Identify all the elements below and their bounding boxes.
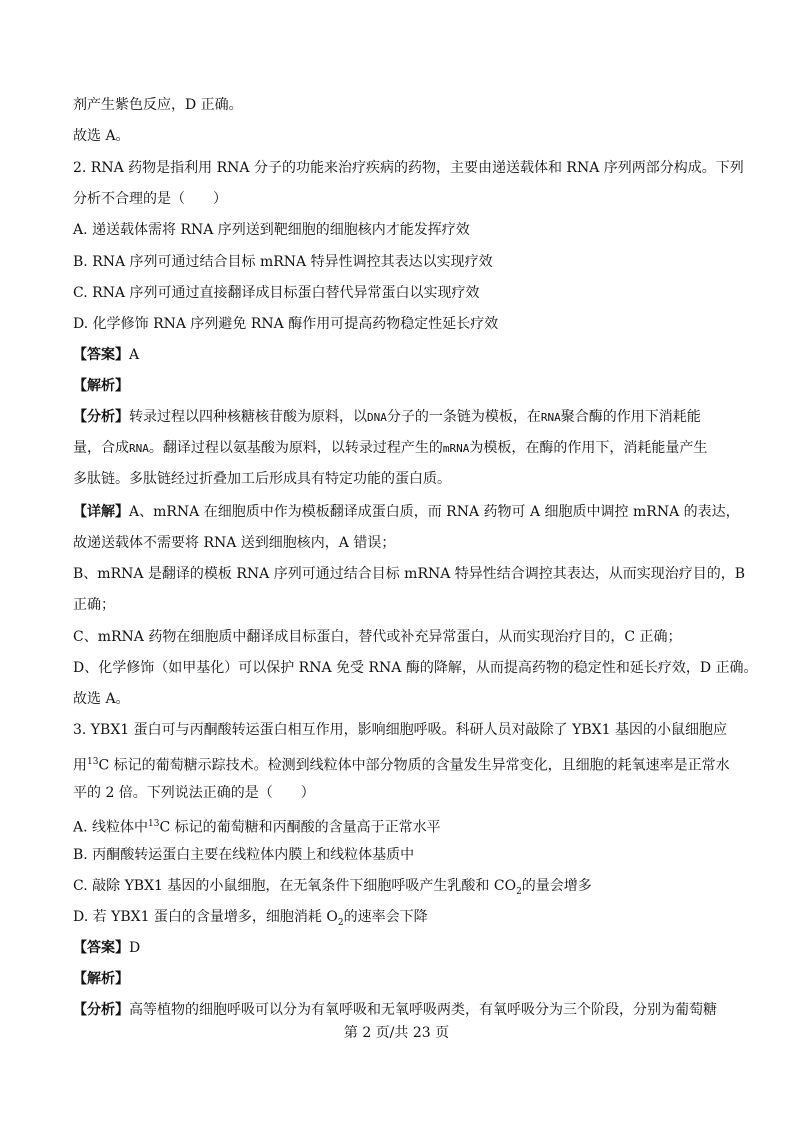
answer-value: A <box>129 347 140 363</box>
text-line: 故选 A。 <box>73 128 130 144</box>
text-span: 分子的一条链为模板，在 <box>386 409 541 425</box>
text-span: 聚合酶的作用下消耗能 <box>560 409 701 425</box>
xiangjie-line-4: 正确； <box>73 597 115 613</box>
analysis-heading <box>73 376 733 396</box>
subscript: 2 <box>516 886 522 897</box>
question-3-stem-cont <box>73 752 733 776</box>
text-span: D. 若 YBX1 蛋白的含量增多，细胞消耗 O <box>73 909 338 925</box>
xiangjie-line-3: B、mRNA 是翻译的模板 RNA 序列可通过结合目标 mRNA 特异性结合调控其表达，从而实现治疗目的，B <box>73 566 746 582</box>
fenxi-tag: 【分析】 <box>73 1002 129 1018</box>
analysis-tag: 【解析】 <box>73 971 129 987</box>
fenxi-tag: 【分析】 <box>73 409 129 425</box>
xiangjie-line-1 <box>73 502 740 522</box>
text-span: RNA <box>540 411 561 424</box>
analysis-heading <box>73 969 733 989</box>
text-span: C. 敲除 YBX1 基因的小鼠细胞，在无氧条件下细胞呼吸产生乳酸和 CO <box>73 878 517 894</box>
text-span: 。翻译过程以氨基酸为原料，以转录过程产生的 <box>148 440 443 456</box>
analysis-tag: 【解析】 <box>73 378 129 394</box>
text-span: 为模板，在酶的作用下，消耗能量产生 <box>469 440 708 456</box>
text-span: 的量会增多 <box>521 878 592 894</box>
text-span: 量，合成 <box>73 440 129 456</box>
xiangjie-tag: 【详解】 <box>73 504 129 520</box>
text-span: C 标记的葡萄糖和丙酮酸的含量高于正常水平 <box>159 819 441 836</box>
fenxi-line-1 <box>73 407 733 428</box>
fenxi-line-3: 多肽链。多肽链经过折叠加工后形成具有特定功能的蛋白质。 <box>73 471 451 487</box>
answer-tag: 【答案】 <box>73 940 129 956</box>
superscript: 13 <box>148 819 160 829</box>
question-3-option-d <box>73 907 733 933</box>
answer-line <box>73 938 733 958</box>
answer-value: D <box>129 940 141 956</box>
text-span: C 标记的葡萄糖示踪技术。检测到线粒体中部分物质的含量发生异常变化，且细胞的耗氧速率是正常水 <box>98 757 730 774</box>
text-span: A、mRNA 在细胞质中作为模板翻译成蛋白质，而 RNA 药物可 A 细胞质中调控 mRNA 的表达， <box>129 504 740 520</box>
question-3-option-b: B. 丙酮酸转运蛋白主要在线粒体内膜上和线粒体基质中 <box>73 847 415 863</box>
question-2-option-d: D. 化学修饰 RNA 序列避免 RNA 酶作用可提高药物稳定性延长疗效 <box>73 316 499 332</box>
xiangjie-line-7: 故选 A。 <box>73 691 130 707</box>
text-span: A. 线粒体中 <box>73 819 149 836</box>
text-span: 的速率会下降 <box>343 909 428 925</box>
text-line: 剂产生紫色反应，D 正确。 <box>73 97 243 113</box>
question-3-stem: 3. YBX1 蛋白可与丙酮酸转运蛋白相互作用，影响细胞呼吸。科研人员对敲除了 YBX1 基因的小鼠细胞应 <box>73 722 727 738</box>
answer-tag: 【答案】 <box>73 347 129 363</box>
xiangjie-line-2: 故递送载体不需要将 RNA 送到细胞核内，A 错误； <box>73 535 396 551</box>
question-2-option-b: B. RNA 序列可通过结合目标 mRNA 特异性调控其表达以实现疗效 <box>73 254 493 270</box>
text-span: RNA <box>129 442 149 455</box>
question-3-stem-end: 平的 2 倍。下列说法正确的是（ ） <box>73 785 315 801</box>
fenxi-line-2 <box>73 438 733 459</box>
question-2-option-c: C. RNA 序列可通过直接翻译成目标蛋白替代异常蛋白以实现疗效 <box>73 285 480 301</box>
question-3-option-a <box>73 814 733 838</box>
text-span: 用 <box>73 757 87 774</box>
xiangjie-line-5: C、mRNA 药物在细胞质中翻译成目标蛋白，替代或补充异常蛋白，从而实现治疗目的，C 正确； <box>73 629 682 645</box>
page-number-footer: 第 2 页/共 23 页 <box>343 1025 450 1041</box>
question-2-option-a: A. 递送载体需将 RNA 序列送到靶细胞的细胞核内才能发挥疗效 <box>73 222 470 238</box>
text-span: mRNA <box>442 442 470 455</box>
question-2-stem: 2. RNA 药物是指利用 RNA 分子的功能来治疗疾病的药物，主要由递送载体和 RNA 序列两部分构成。下列 <box>73 160 744 176</box>
text-span: DNA <box>367 411 387 424</box>
question-3-option-c <box>73 876 733 902</box>
xiangjie-line-6: D、化学修饰（如甲基化）可以保护 RNA 免受 RNA 酶的降解，从而提高药物的稳定性和延长疗效，D 正确。 <box>73 660 758 676</box>
text-span: 高等植物的细胞呼吸可以分为有氧呼吸和无氧呼吸两类，有氧呼吸分为三个阶段，分别为葡萄糖 <box>129 1002 717 1018</box>
subscript: 2 <box>337 917 344 928</box>
question-2-stem-cont: 分析不合理的是（ ） <box>73 191 227 207</box>
superscript: 13 <box>87 757 99 767</box>
fenxi-line-1 <box>73 1000 733 1020</box>
answer-line <box>73 345 733 365</box>
text-span: 转录过程以四种核糖核苷酸为原料，以 <box>129 409 367 425</box>
